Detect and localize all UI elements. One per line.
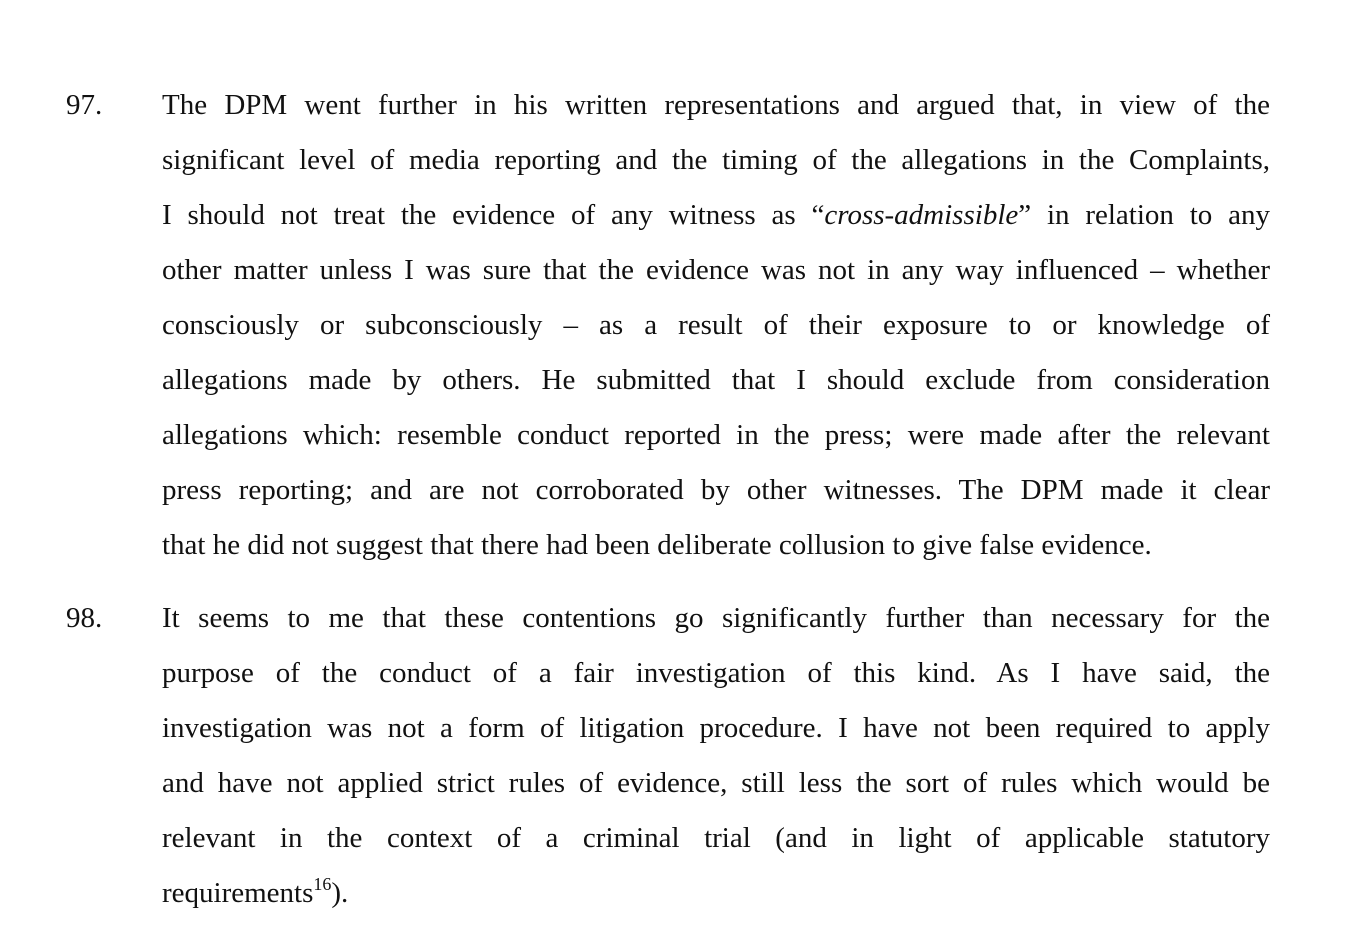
paragraph-line: It seems to me that these contentions go significantly further than necessary for the — [162, 602, 1270, 634]
paragraph-line: other matter unless I was sure that the evidence was not in any way influenced – whether — [162, 254, 1270, 286]
italic-term: cross-admissible — [824, 199, 1019, 231]
paragraph-line: significant level of media reporting and the timing of the allegations in the Complaints, — [162, 144, 1270, 176]
paragraph-line — [162, 866, 1270, 921]
paragraph-line: investigation was not a form of litigation procedure. I have not been required to apply — [162, 712, 1270, 744]
paragraph-line: allegations which: resemble conduct reported in the press; were made after the relevant — [162, 419, 1270, 451]
line-text: ” in relation to any — [1018, 199, 1270, 231]
paragraph-line: and have not applied strict rules of evidence, still less the sort of rules which would be — [162, 767, 1270, 799]
paragraph-line: The DPM went further in his written representations and argued that, in view of the — [162, 89, 1270, 121]
paragraph-line: allegations made by others. He submitted that I should exclude from consideration — [162, 364, 1270, 396]
paragraph-body — [162, 591, 1270, 921]
paragraph-line: consciously or subconsciously – as a result of their exposure to or knowledge of — [162, 309, 1270, 341]
paragraph-line: press reporting; and are not corroborated by other witnesses. The DPM made it clear — [162, 474, 1270, 506]
paragraph-body — [162, 78, 1270, 573]
line-text: I should not treat the evidence of any witness as “ — [162, 199, 825, 231]
line-text: ). — [331, 877, 349, 909]
paragraph-number: 97. — [66, 89, 103, 121]
footnote-reference[interactable]: 16 — [313, 874, 332, 894]
paragraph-line: relevant in the context of a criminal trial (and in light of applicable statutory — [162, 822, 1270, 854]
paragraph-line: purpose of the conduct of a fair investigation of this kind. As I have said, the — [162, 657, 1270, 689]
paragraph-line — [162, 188, 1270, 243]
paragraph-line: that he did not suggest that there had been deliberate collusion to give false evidence. — [162, 529, 1152, 561]
paragraph-number: 98. — [66, 602, 103, 634]
line-text: requirements — [162, 877, 314, 909]
